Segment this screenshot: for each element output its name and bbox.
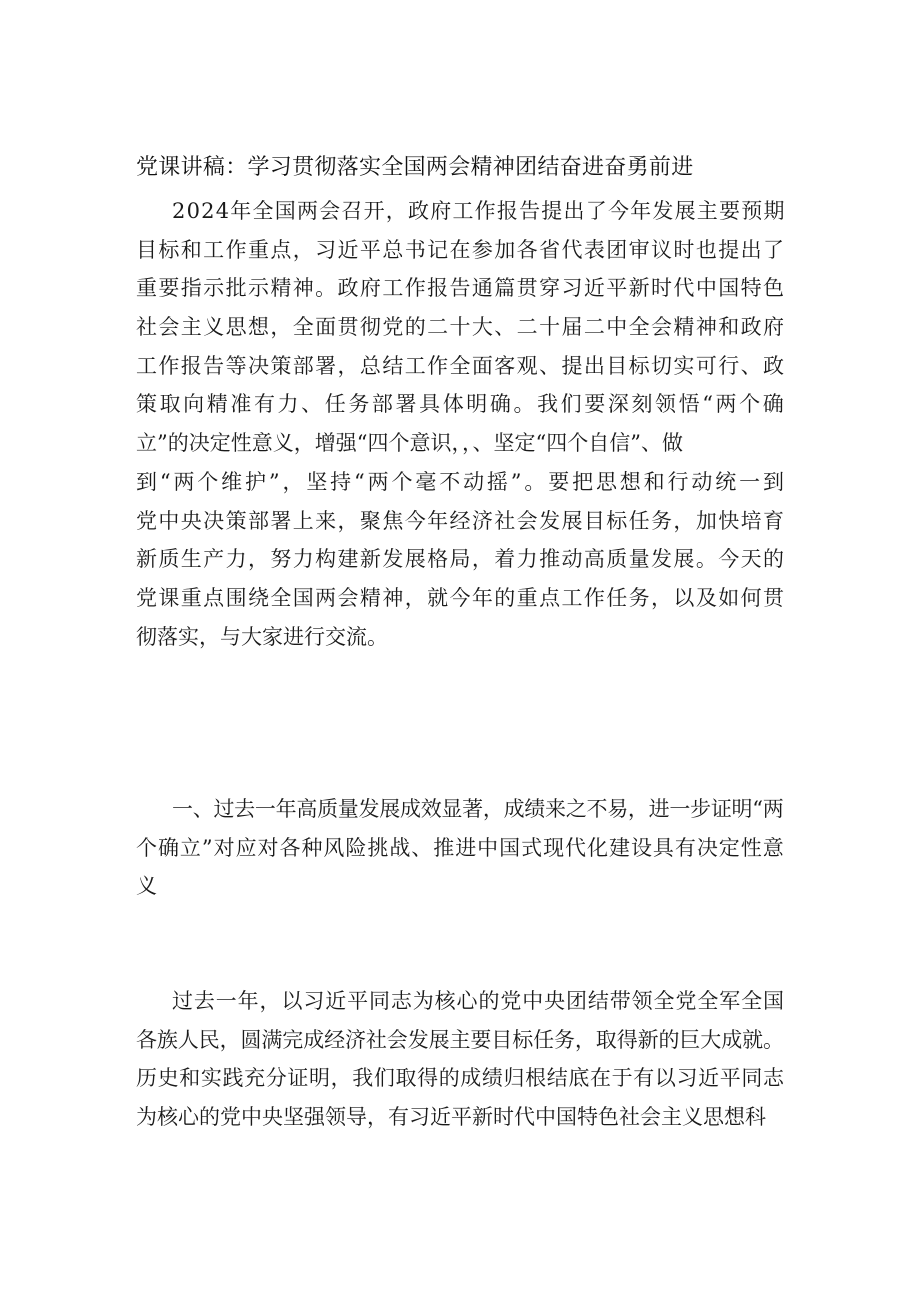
- paragraph-line: 工作报告等决策部署，总结工作全面客观、提出目标切实可行、政: [136, 353, 786, 378]
- section-heading-1: [136, 790, 784, 906]
- paragraph-line: 社会主义思想，全面贯彻党的二十大、二十届二中全会精神和政府: [136, 315, 786, 340]
- paragraph-line: 彻落实，与大家进行交流。: [136, 624, 388, 649]
- heading-line: 一、过去一年高质量发展成效显著，成绩来之不易，进一步证明“两: [172, 797, 784, 821]
- paragraph-line: 立”的决定性意义，增强“四个意识，，、坚定“四个自信”、做: [136, 431, 683, 456]
- paragraph-line: 为核心的党中央坚强领导，有习近平新时代中国特色社会主义思想科: [136, 1105, 766, 1130]
- intro-paragraph: [136, 192, 787, 656]
- paragraph-line: 策取向精准有力、任务部署具体明确。我们要深刻领悟“两个确: [136, 392, 787, 417]
- paragraph-line: 历史和实践充分证明，我们取得的成绩归根结底在于有以习近平同志: [136, 1066, 785, 1091]
- paragraph-line: 党中央决策部署上来，聚焦今年经济社会发展目标任务，加快培育: [136, 508, 786, 533]
- paragraph-line: 新质生产力，努力构建新发展格局，着力推动高质量发展。今天的: [136, 547, 786, 572]
- body-paragraph: [136, 982, 784, 1137]
- paragraph-line: 到“两个维护”，坚持“两个毫不动摇”。要把思想和行动统一到: [136, 469, 787, 494]
- paragraph-line: 过去一年，以习近平同志为核心的党中央团结带领全党全军全国: [172, 989, 785, 1013]
- paragraph-line: 重要指示批示精神。政府工作报告通篇贯穿习近平新时代中国特色: [136, 276, 786, 301]
- paragraph-line: 目标和工作重点，习近平总书记在参加各省代表团审议时也提出了: [136, 237, 786, 262]
- heading-line: 义: [136, 874, 157, 899]
- paragraph-line: 党课重点围绕全国两会精神，就今年的重点工作任务，以及如何贯: [136, 585, 786, 610]
- paragraph-line: 各族人民，圆满完成经济社会发展主要目标任务，取得新的巨大成就。: [136, 1027, 784, 1052]
- paragraph-line: 2024年全国两会召开，政府工作报告提出了今年发展主要预期: [172, 199, 786, 223]
- heading-line: 个确立”对应对各种风险挑战、推进中国式现代化建设具有决定性意: [136, 835, 785, 860]
- document-title: 党课讲稿：学习贯彻落实全国两会精神团结奋进奋勇前进: [136, 155, 694, 180]
